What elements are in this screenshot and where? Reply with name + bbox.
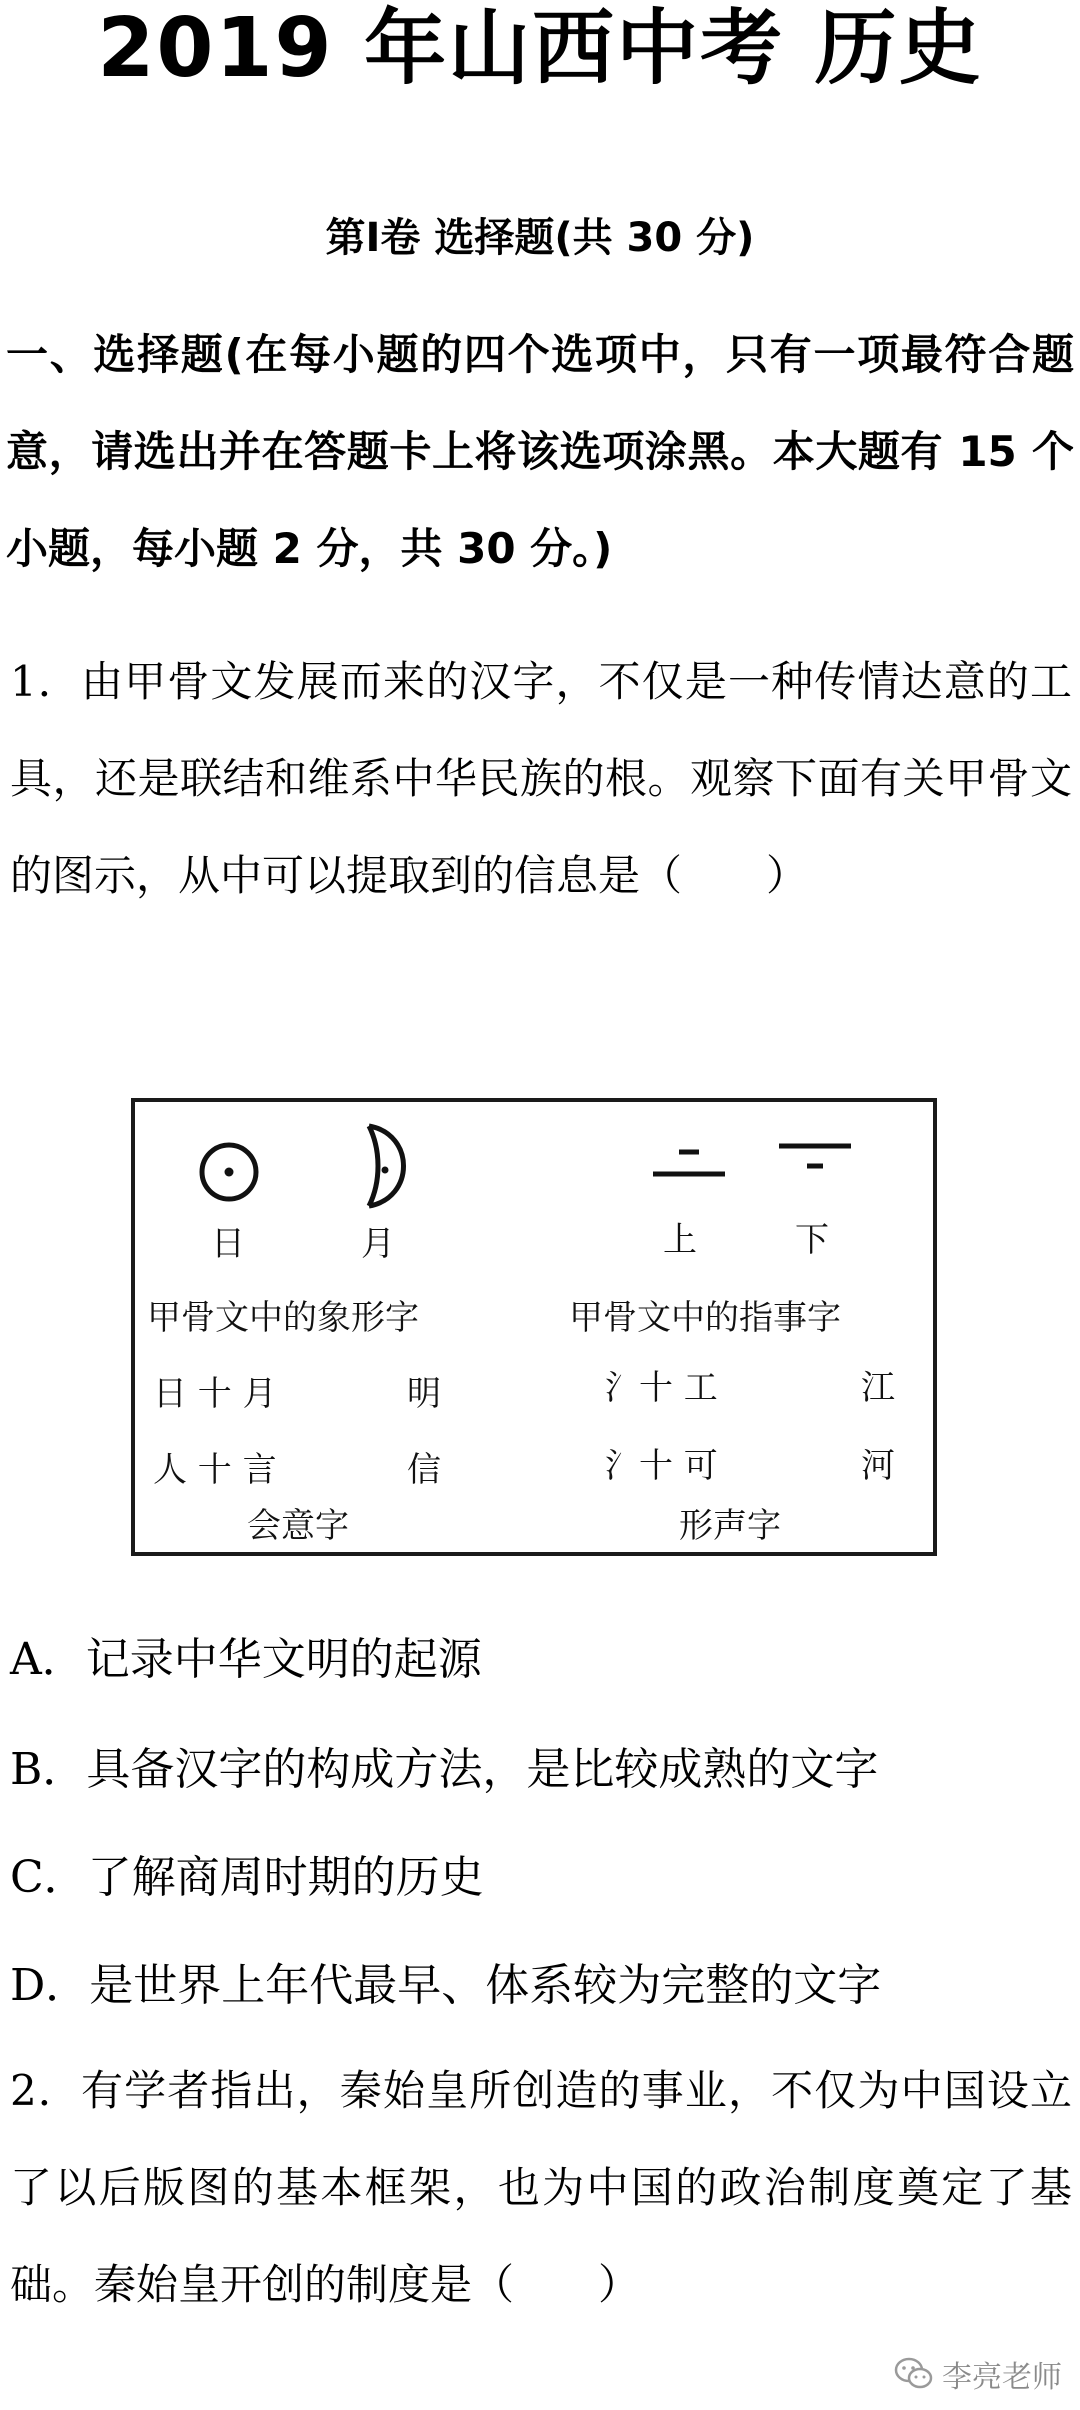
ideograph-caption: 会意字 bbox=[247, 1506, 349, 1546]
ideograph-row1-parts: 日 十 月 bbox=[153, 1374, 277, 1414]
question-1-option-b[interactable]: B．具备汉字的构成方法，是比较成熟的文字 bbox=[10, 1744, 879, 1795]
oracle-bone-figure bbox=[131, 1098, 937, 1556]
phonetic-row2-parts: 氵十 可 bbox=[605, 1446, 718, 1486]
page-title: 2019 年山西中考 历史 bbox=[97, 1, 983, 96]
question-1-option-c[interactable]: C．了解商周时期的历史 bbox=[10, 1852, 484, 1903]
moon-glyph-icon bbox=[359, 1120, 419, 1212]
pictograph-caption: 甲骨文中的象形字 bbox=[147, 1298, 419, 1338]
question-1-option-d[interactable]: D．是世界上年代最早、体系较为完整的文字 bbox=[10, 1960, 882, 2011]
wechat-icon bbox=[894, 2357, 934, 2391]
moon-character: 月 bbox=[361, 1224, 395, 1264]
question-1-stem: 1．由甲骨文发展而来的汉字，不仅是一种传情达意的工具，还是联结和维系中华民族的根。观察下面有关甲骨文的图示，从中可以提取到的信息是（ ） bbox=[10, 657, 1072, 900]
indicative-caption: 甲骨文中的指事字 bbox=[569, 1298, 841, 1338]
question-2-stem: 2．有学者指出，秦始皇所创造的事业，不仅为中国设立了以后版图的基本框架，也为中国的政治制度奠定了基础。秦始皇开创的制度是（ ） bbox=[10, 2066, 1072, 2309]
phonetic-row1-parts: 氵十 工 bbox=[605, 1368, 718, 1408]
up-character: 上 bbox=[663, 1220, 697, 1260]
phonetic-caption: 形声字 bbox=[679, 1506, 781, 1546]
phonetic-row2-result: 河 bbox=[861, 1446, 895, 1486]
section-instructions: 一、选择题(在每小题的四个选项中，只有一项最符合题意，请选出并在答题卡上将该选项涂黑。本大题有 15 个小题，每小题 2 分，共 30 分。) bbox=[6, 330, 1074, 573]
section-subtitle: 第I卷 选择题(共 30 分) bbox=[325, 215, 755, 261]
question-1-option-a[interactable]: A．记录中华文明的起源 bbox=[10, 1634, 482, 1685]
ideograph-row2-parts: 人 十 言 bbox=[153, 1450, 277, 1490]
ideograph-row2-result: 信 bbox=[407, 1450, 441, 1490]
phonetic-row1-result: 江 bbox=[861, 1368, 895, 1408]
down-character: 下 bbox=[795, 1220, 829, 1260]
sun-glyph-icon bbox=[195, 1138, 263, 1206]
ideograph-row1-result: 明 bbox=[407, 1374, 441, 1414]
author-watermark bbox=[894, 2354, 1062, 2394]
down-glyph-icon bbox=[775, 1138, 855, 1178]
up-glyph-icon bbox=[649, 1142, 729, 1182]
sun-character: 日 bbox=[211, 1224, 245, 1264]
watermark-text: 李亮老师 bbox=[942, 2360, 1062, 2395]
